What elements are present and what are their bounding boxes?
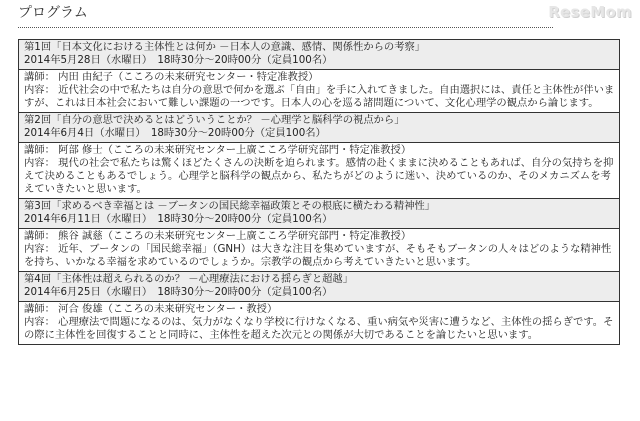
session-3-content: 内容： 近年、ブータンの「国民総幸福」（GNH）は大きな注目を集めていますが、そもそもブータンの人々はどのような精神性を持ち、いかなる幸福を求めているのでしょうか。宗教学の観点から考えていきたいと思います。 <box>24 243 612 268</box>
session-1-header-block <box>19 40 619 69</box>
session-3-date: 2014年6月11日（水曜日） 18時30分～20時00分（定員100名） <box>24 213 333 225</box>
session-1-detail-block <box>19 69 619 112</box>
session-2-title: 第2回「自分の意思で決めるとはどういうことか？ －心理学と脳科学の視点から」 <box>24 114 405 126</box>
session-3-title: 第3回「求めるべき幸福とは －ブータンの国民総幸福政策とその根底に横たわる精神性」 <box>24 200 436 212</box>
session-4-content: 内容： 心理療法で問題になるのは、気力がなくなり学校に行けなくなる、重い病気や災害に遭うなど、主体性の揺らぎです。その際に主体性を回復することと同時に、主体性を超えた次元との関係が大切であることを論じたいと思います。 <box>24 316 614 341</box>
program-table <box>18 39 620 345</box>
page-title: プログラム <box>18 5 88 21</box>
session-4-header-block <box>19 271 619 301</box>
session-2-header-block <box>19 112 619 142</box>
session-3-header-block <box>19 198 619 228</box>
resemom-watermark-logo: ReseMom <box>548 3 632 21</box>
session-1-date: 2014年5月28日（水曜日） 18時30分～20時00分（定員100名） <box>24 54 333 66</box>
session-4-detail-block <box>19 301 619 344</box>
session-3-detail-block <box>19 228 619 271</box>
session-4-title: 第4回「主体性は超えられるのか？ －心理療法における揺らぎと超越」 <box>24 273 354 285</box>
session-4-date: 2014年6月25日（水曜日） 18時30分～20時00分（定員100名） <box>24 286 333 298</box>
session-2-date: 2014年6月4日（水曜日） 18時30分～20時00分（定員100名） <box>24 127 326 139</box>
session-2-detail-block <box>19 142 619 198</box>
session-1-title: 第1回「日本文化における主体性とは何か －日本人の意識、感情、関係性からの考察」 <box>24 41 426 53</box>
title-divider <box>18 27 553 28</box>
session-1-content: 内容： 近代社会の中で私たちは自分の意思で何かを選ぶ「自由」を手に入れてきました。自由選択には、責任と主体性が伴いますが、これは日本社会において難しい課題の一つです。日本人の心を巡る諸問題について、文化心理学の観点から論じます。 <box>24 84 615 109</box>
session-3-lecturer: 講師： 熊谷 誠慈（こころの未来研究センター上廣こころ学研究部門・特定准教授） <box>24 230 412 242</box>
session-2-lecturer: 講師： 阿部 修士（こころの未来研究センター上廣こころ学研究部門・特定准教授） <box>24 144 412 156</box>
session-4-lecturer: 講師： 河合 俊雄（こころの未来研究センター・教授） <box>24 303 278 315</box>
session-1-lecturer: 講師： 内田 由紀子（こころの未来研究センター・特定准教授） <box>24 71 319 83</box>
session-2-content: 内容： 現代の社会で私たちは驚くほどたくさんの決断を迫られます。感情の赴くままに決めることもあれば、自分の気持ちを抑えて決めることもあるでしょう。心理学と脳科学の観点から、私たちがどのように迷い、決めているのか、そのメカニズムを考えていきたいと思います。 <box>24 157 614 195</box>
